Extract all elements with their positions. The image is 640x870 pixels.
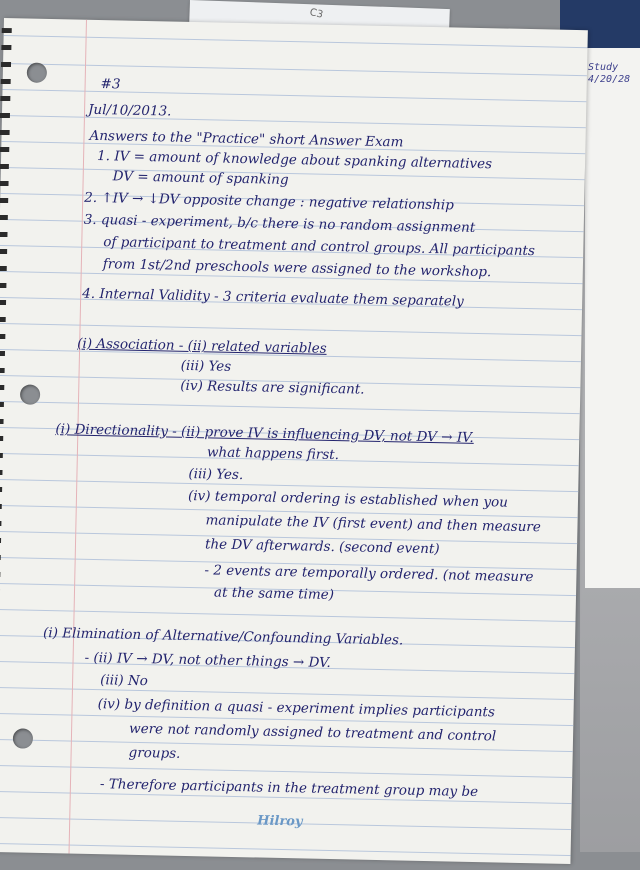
note-date: Jul/10/2013. (87, 101, 172, 120)
side-note-line: 4/20/28 (588, 74, 631, 85)
spiral-binding (0, 28, 12, 858)
note-line: what happens first. (206, 444, 340, 464)
note-line: DV = amount of spanking (112, 168, 289, 188)
note-line: from 1st/2nd preschools were assigned to the workshop. (102, 256, 492, 281)
note-line: 2. ↑IV → ↓DV opposite change : negative relationship (84, 189, 454, 214)
notebook-brand-logo: Hilroy (257, 813, 303, 830)
note-number: #3 (100, 76, 121, 93)
side-note-line: Study (588, 62, 619, 73)
note-subheading: (i) Association - (ii) related variables (77, 335, 327, 357)
notebook-page (0, 18, 588, 864)
background-paper-text: C3 (308, 6, 325, 21)
punch-hole (20, 384, 40, 404)
note-line: groups. (128, 744, 181, 762)
note-subheading: (i) Elimination of Alternative/Confounding Variables. (42, 624, 404, 649)
note-heading: Answers to the "Practice" short Answer Exam (89, 127, 404, 151)
side-note (588, 62, 638, 86)
note-line: - 2 events are temporally ordered. (not measure (204, 562, 534, 586)
note-line: 3. quasi - experiment, b/c there is no random assignment (83, 211, 476, 236)
note-line: (iv) temporal ordering is established when you (187, 487, 509, 511)
punch-hole (27, 62, 47, 82)
note-line: - Therefore participants in the treatment group may be (99, 776, 479, 801)
note-line: at the same time) (213, 584, 335, 604)
note-line: (iii) Yes. (188, 465, 244, 484)
note-line: (iv) by definition a quasi - experiment implies participants (97, 696, 495, 721)
note-line: were not randomly assigned to treatment and control (128, 720, 497, 745)
punch-hole (13, 728, 33, 748)
note-line: the DV afterwards. (second event) (204, 536, 440, 558)
note-line: - (ii) IV → DV, not other things → DV. (84, 649, 331, 671)
note-line: (iii) Yes (180, 357, 232, 375)
note-subheading: (i) Directionality - (ii) prove IV is influencing DV, not DV → IV. (55, 421, 474, 446)
note-line: 1. IV = amount of knowledge about spanking alternatives (96, 147, 493, 173)
note-line: of participant to treatment and control groups. All participants (103, 234, 535, 260)
side-paper (585, 48, 640, 588)
note-heading: 4. Internal Validity - 3 criteria evaluate them separately (82, 285, 464, 310)
note-line: (iv) Results are significant. (180, 377, 365, 398)
note-line: (iii) No (99, 672, 149, 690)
note-line: manipulate the IV (first event) and then measure (205, 512, 541, 536)
